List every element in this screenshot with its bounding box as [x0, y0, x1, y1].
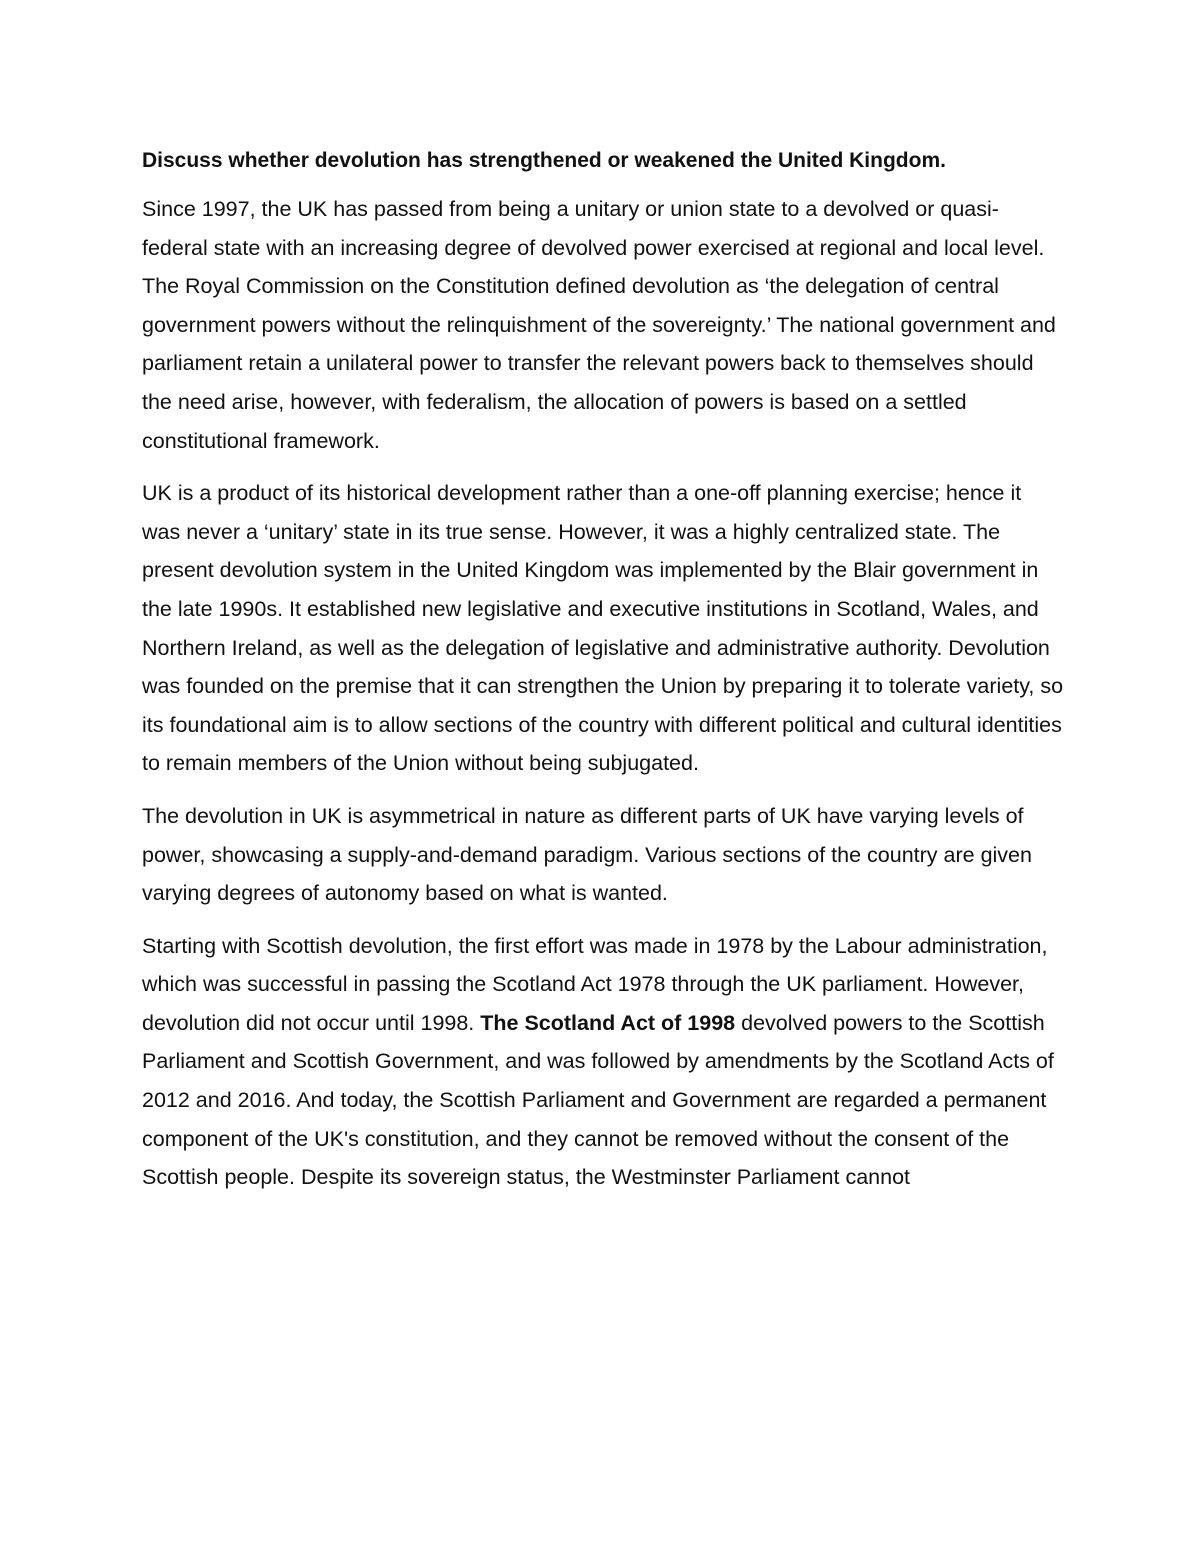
- document-title: Discuss whether devolution has strengthened or weakened the United Kingdom.: [142, 149, 946, 172]
- scotland-act-1998-bold: The Scotland Act of 1998: [480, 1010, 736, 1035]
- paragraph-4-text-end: devolved powers to the Scottish Parliament and Scottish Government, and was followed by amendments by the Scotland Acts of 2012 and 2016. And today, the Scottish Parliament and Government are regarded a permanent component of the UK's constitution, and they cannot be removed without the consent of the Scottish people. Despite its sovereign status, the Westminster Parliament cannot: [142, 1010, 1054, 1190]
- paragraph-1: Since 1997, the UK has passed from being a unitary or union state to a devolved or quasi-federal state with an increasing degree of devolved power exercised at regional and local level. The Royal Commission on the Constitution defined devolution as ‘the delegation of central government powers without the relinquishment of the sovereignty.’ The national government and parliament retain a unilateral power to transfer the relevant powers back to themselves should the need arise, however, with federalism, the allocation of powers is based on a settled constitutional framework.: [142, 197, 1056, 453]
- paragraph-3: The devolution in UK is asymmetrical in nature as different parts of UK have varying levels of power, showcasing a supply-and-demand paradigm. Various sections of the country are given varying degrees of autonomy based on what is wanted.: [142, 803, 1032, 906]
- paragraph-4: [142, 927, 1064, 1197]
- paragraph-2: UK is a product of its historical development rather than a one-off planning exercise; hence it was never a ‘unitary’ state in its true sense. However, it was a highly centralized state. The present devolution system in the United Kingdom was implemented by the Blair government in the late 1990s. It established new legislative and executive institutions in Scotland, Wales, and Northern Ireland, as well as the delegation of legislative and administrative authority. Devolution was founded on the premise that it can strengthen the Union by preparing it to tolerate variety, so its foundational aim is to allow sections of the country with different political and cultural identities to remain members of the Union without being subjugated.: [142, 481, 1064, 776]
- paragraph-4-text-start: Starting with Scottish devolution, the first effort was made in 1978 by the Labour administration, which was successful in passing the Scotland Act 1978 through the UK parliament. However, devolution did not occur until 1998.: [142, 933, 1048, 1035]
- document-body: [142, 143, 1064, 1211]
